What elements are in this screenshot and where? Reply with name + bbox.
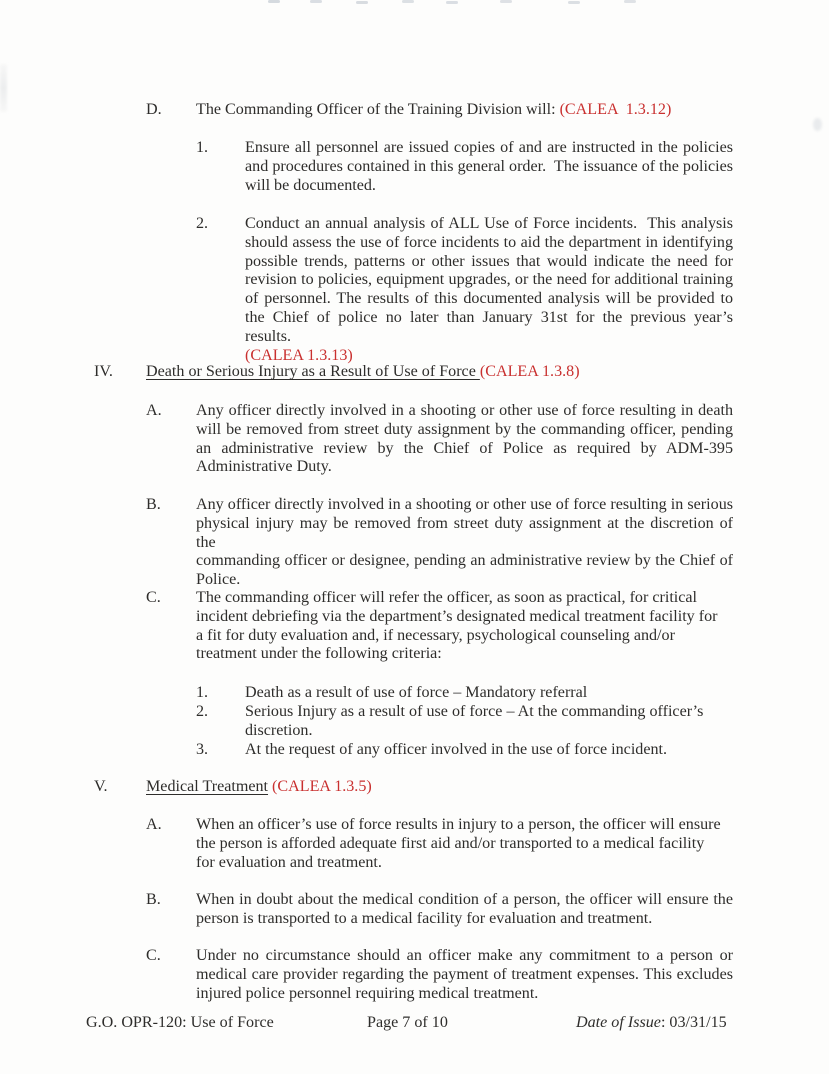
item-d2-body xyxy=(245,215,738,347)
text-line: possible trends, patterns or other issues that would indicate the need for xyxy=(245,252,733,270)
text-line: Any officer directly involved in a shooting or other use of force resulting in serious xyxy=(196,496,733,513)
item-v-a-label: A. xyxy=(146,816,162,833)
item-v-c-label: C. xyxy=(146,947,161,964)
item-iv-b-label: B. xyxy=(146,496,161,513)
text-line: will be removed from street duty assignment by the commanding officer, pending xyxy=(196,420,733,438)
item-iv-c3-label: 3. xyxy=(196,741,209,758)
section-v-label: V. xyxy=(94,778,108,795)
left-edge-scan-smudge xyxy=(0,64,7,112)
text-line: medical care provider regarding the payment of treatment expenses. This excludes xyxy=(196,965,733,983)
item-iv-b-paragraph xyxy=(196,496,738,590)
item-iv-c2-paragraph xyxy=(245,703,733,741)
item-v-b-paragraph xyxy=(196,891,733,929)
text-line: should assess the use of force incidents to aid the department in identifying xyxy=(245,233,733,251)
right-edge-scan-smudge xyxy=(813,118,822,131)
item-v-c-paragraph xyxy=(196,947,733,1003)
section-v-heading-text: Medical Treatment xyxy=(146,778,269,795)
text-line: commanding officer or designee, pending an administrative review by the Chief of xyxy=(196,552,733,570)
text-line: At the request of any officer involved in the use of force incident. xyxy=(245,741,668,758)
item-d2-paragraph xyxy=(245,215,738,365)
text-line: a fit for duty evaluation and, if necessary, psychological counseling and/or xyxy=(196,626,675,644)
section-v-calea-ref: (CALEA 1.3.5) xyxy=(268,778,372,795)
page-top-scan-artifact xyxy=(268,0,280,3)
footer-date-value: : 03/31/15 xyxy=(660,1014,727,1031)
text-line: an administrative review by the Chief of Police as required by ADM-395 xyxy=(196,439,733,457)
section-d-heading-text: The Commanding Officer of the Training Division will: xyxy=(196,101,560,118)
item-iv-c3-paragraph xyxy=(245,741,733,760)
text-line: of personnel. The results of this documented analysis will be provided to xyxy=(245,290,733,308)
section-iv-label: IV. xyxy=(94,363,113,380)
text-line: injured police personnel requiring medical treatment. xyxy=(196,984,539,1002)
text-line: and procedures contained in this general order. The issuance of the policies xyxy=(245,157,733,175)
item-iv-c1-paragraph xyxy=(245,684,733,703)
footer-date-of-issue xyxy=(576,1014,727,1033)
text-line: Any officer directly involved in a shooting or other use of force resulting in death xyxy=(196,402,733,419)
text-line: When in doubt about the medical condition of a person, the officer will ensure the xyxy=(196,891,733,908)
text-line: for evaluation and treatment. xyxy=(196,853,382,871)
item-iv-c-label: C. xyxy=(146,589,161,606)
text-line: person is transported to a medical facility for evaluation and treatment. xyxy=(196,909,653,927)
item-iv-c2-label: 2. xyxy=(196,703,209,720)
footer-document-id: G.O. OPR-120: Use of Force xyxy=(86,1014,274,1031)
section-d-heading xyxy=(196,101,733,120)
text-line: the person is afforded adequate first aid and/or transported to a medical facility xyxy=(196,834,705,852)
item-v-b-label: B. xyxy=(146,891,161,908)
text-line: incident debriefing via the department’s designated medical treatment facility for xyxy=(196,607,718,625)
footer-page-number: Page 7 of 10 xyxy=(367,1014,448,1031)
text-line: physical injury may be removed from street duty assignment at the discretion of the xyxy=(196,514,738,551)
text-line: Death as a result of use of force – Mandatory referral xyxy=(245,684,588,701)
item-d1-paragraph xyxy=(245,139,733,195)
section-d-calea-ref: (CALEA 1.3.12) xyxy=(559,101,672,118)
item-d2-label: 2. xyxy=(196,215,209,232)
text-line: Police. xyxy=(196,571,241,589)
text-line: Under no circumstance should an officer make any commitment to a person or xyxy=(196,947,733,964)
item-iv-c-paragraph xyxy=(196,589,733,664)
text-line: Ensure all personnel are issued copies of and are instructed in the policies xyxy=(245,139,733,156)
section-d-label: D. xyxy=(146,101,162,118)
section-iv-heading xyxy=(146,363,746,382)
text-line: Conduct an annual analysis of ALL Use of Force incidents. This analysis xyxy=(245,215,733,232)
item-iv-c1-label: 1. xyxy=(196,684,209,701)
text-line: treatment under the following criteria: xyxy=(196,645,442,663)
text-line: Administrative Duty. xyxy=(196,458,332,476)
item-iv-a-paragraph xyxy=(196,402,733,477)
footer-date-label: Date of Issue xyxy=(576,1014,661,1031)
text-line: revision to policies, equipment upgrades, or the need for additional training xyxy=(245,271,733,289)
item-iv-a-label: A. xyxy=(146,402,162,419)
text-line: the Chief of police no later than January 31st for the previous year’s results. xyxy=(245,308,738,345)
text-line: Serious Injury as a result of use of force – At the commanding officer’s xyxy=(245,703,704,720)
item-v-a-paragraph xyxy=(196,816,733,872)
item-d1-label: 1. xyxy=(196,139,209,156)
section-iv-calea-ref: (CALEA 1.3.8) xyxy=(479,363,580,380)
item-d2-calea-ref: (CALEA 1.3.13) xyxy=(245,346,353,364)
text-line: The commanding officer will refer the officer, as soon as practical, for critical xyxy=(196,589,698,606)
section-v-heading xyxy=(146,778,646,797)
section-iv-heading-text: Death or Serious Injury as a Result of Use of Force xyxy=(146,363,480,380)
text-line: discretion. xyxy=(245,721,313,739)
text-line: will be documented. xyxy=(245,176,376,194)
text-line: When an officer’s use of force results in injury to a person, the officer will ensure xyxy=(196,816,721,833)
